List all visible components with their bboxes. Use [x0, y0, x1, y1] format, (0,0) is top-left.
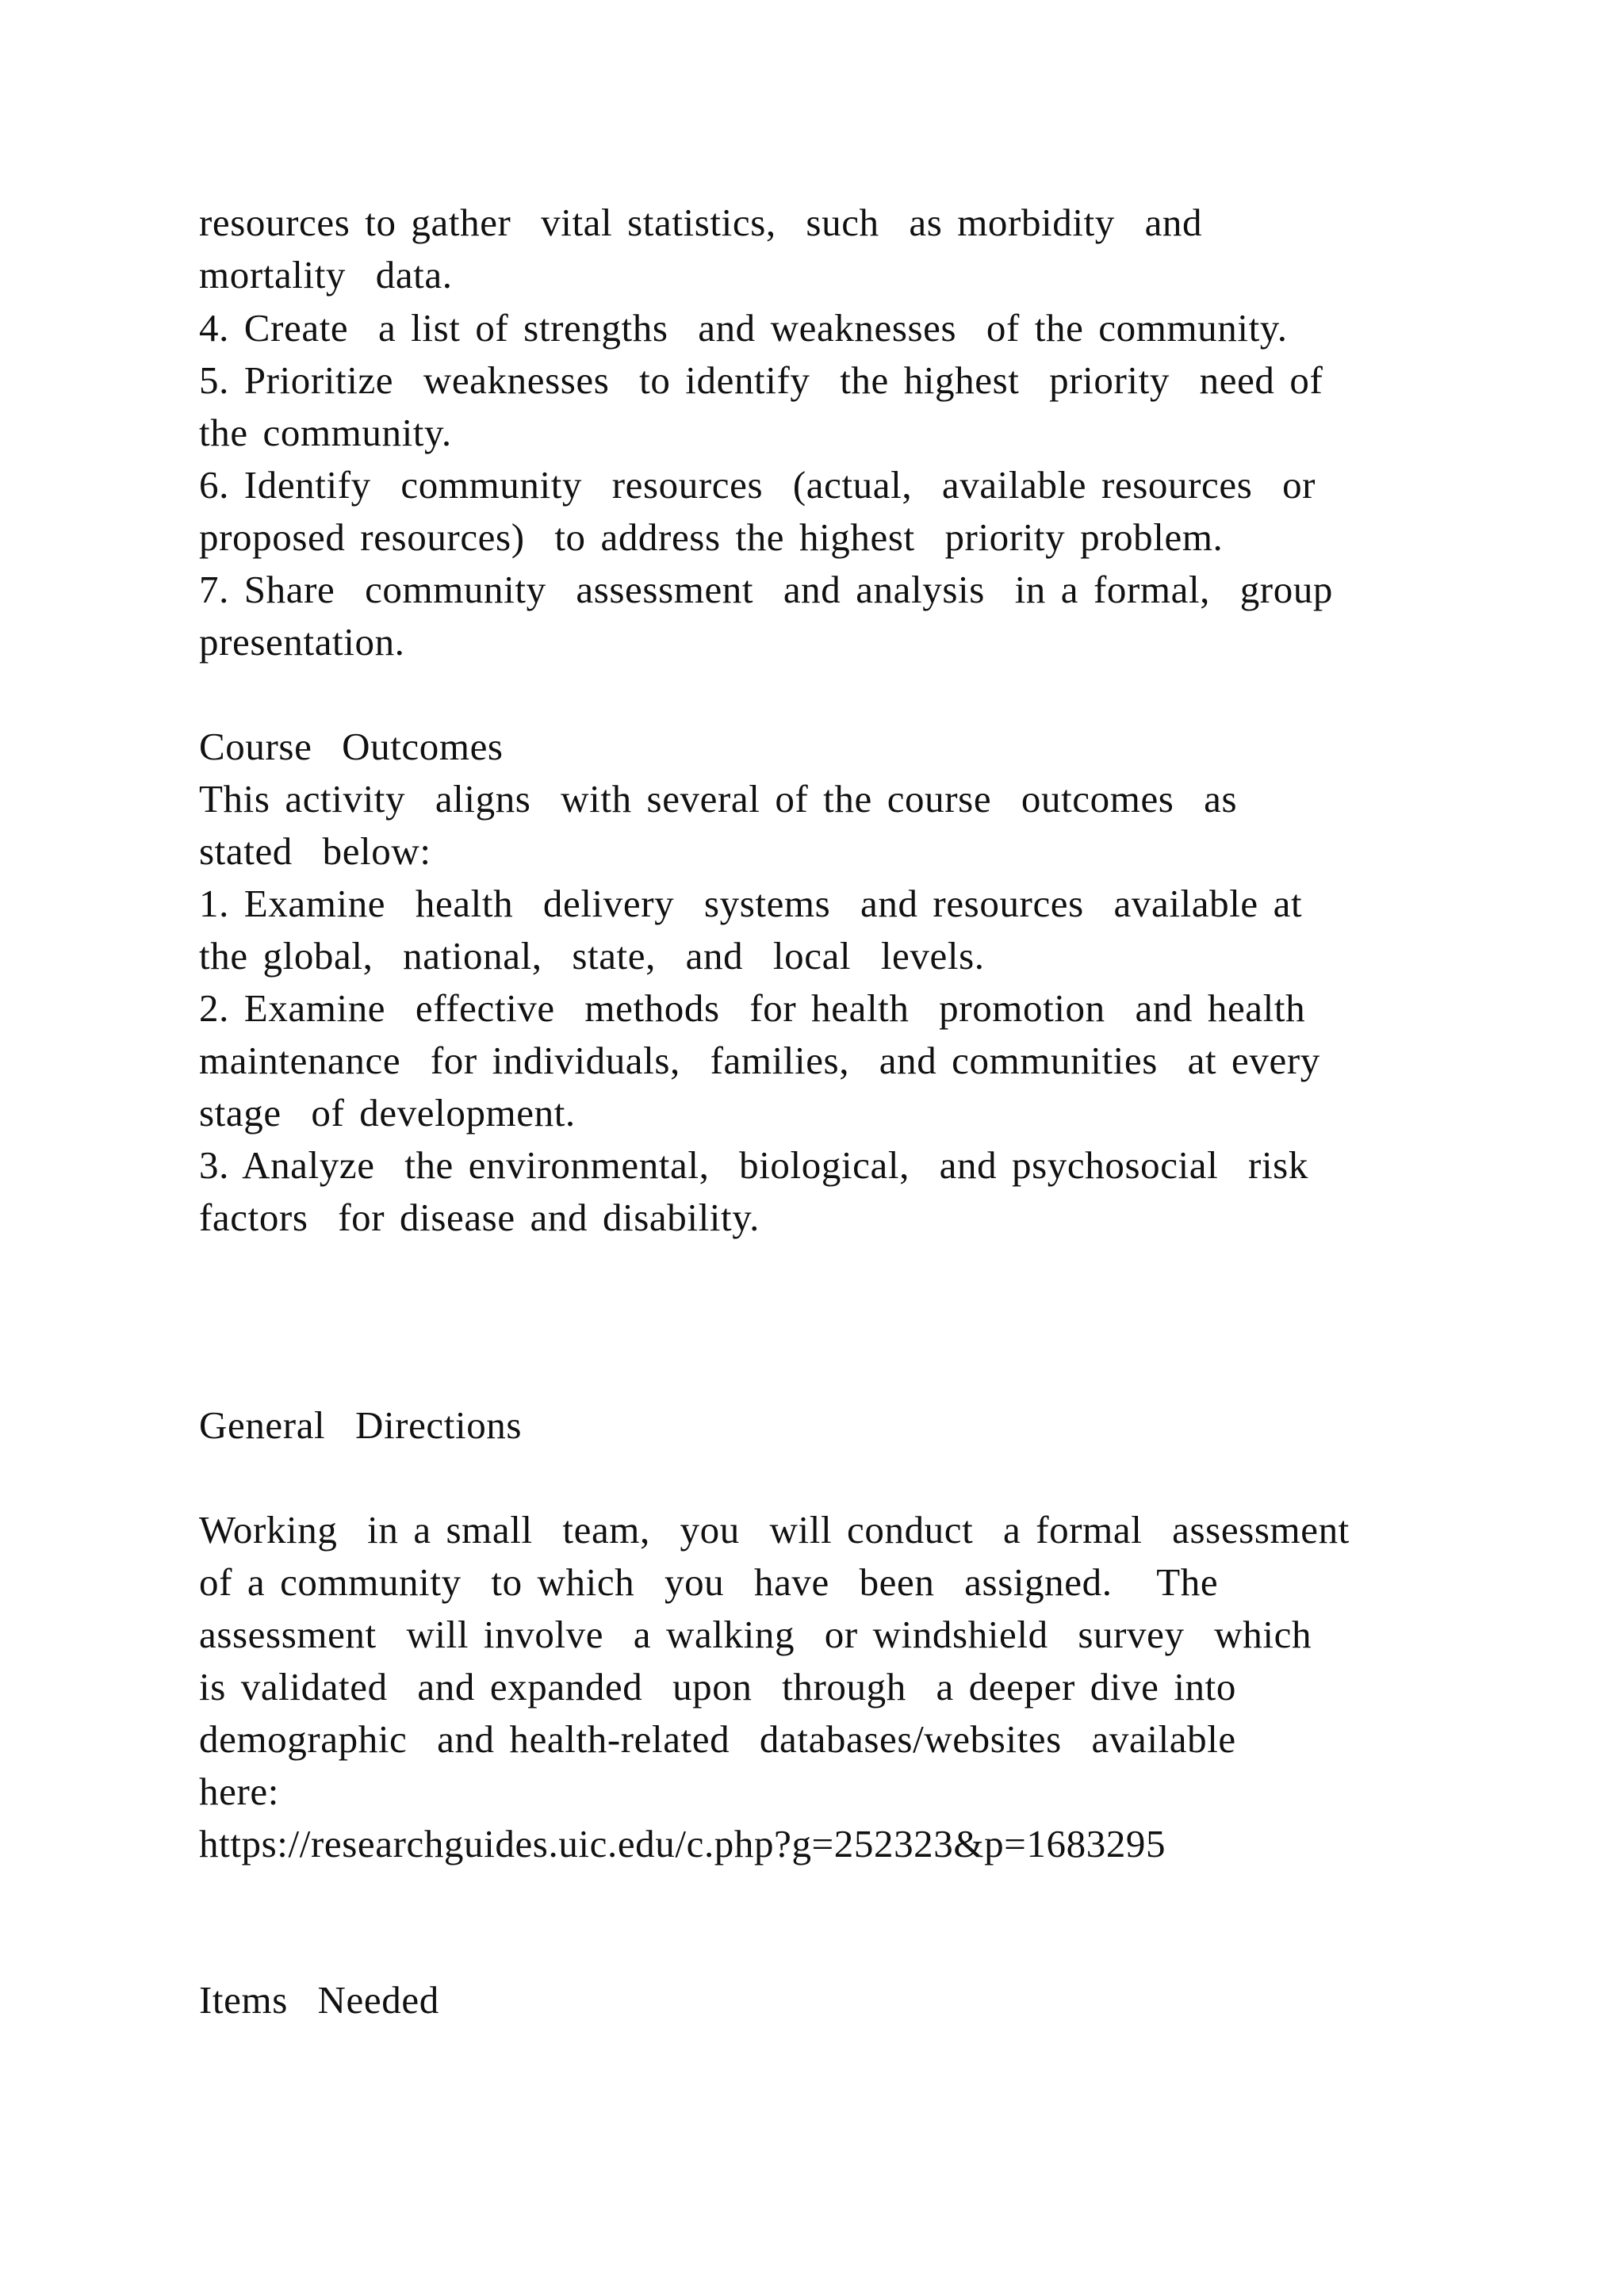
list-item: 3. Analyze the environmental, biological, and psychosocial risk [199, 1143, 1308, 1187]
list-item: the global, national, state, and local levels. [199, 934, 985, 978]
list-item: 6. Identify community resources (actual, available resources or [199, 463, 1316, 507]
section-heading-course-outcomes: Course Outcomes [199, 725, 504, 768]
list-item: stage of development. [199, 1091, 576, 1135]
paragraph-line: This activity aligns with several of the course outcomes as [199, 777, 1238, 821]
paragraph-line: mortality data. [199, 253, 453, 297]
research-guide-url: https://researchguides.uic.edu/c.php?g=252323&p=1683295 [199, 1822, 1166, 1866]
section-heading-items-needed: Items Needed [199, 1978, 439, 2022]
list-item: 1. Examine health delivery systems and resources available at [199, 882, 1303, 925]
list-item: maintenance for individuals, families, and communities at every [199, 1039, 1320, 1082]
paragraph-line: assessment will involve a walking or windshield survey which [199, 1613, 1312, 1656]
list-item: 4. Create a list of strengths and weaknesses of the community. [199, 306, 1288, 350]
list-item: factors for disease and disability. [199, 1196, 760, 1239]
paragraph-line: is validated and expanded upon through a deeper dive into [199, 1665, 1236, 1709]
section-heading-general-directions: General Directions [199, 1403, 523, 1447]
paragraph-line: here: [199, 1770, 279, 1813]
paragraph-line: resources to gather vital statistics, such as morbidity and [199, 201, 1203, 244]
paragraph-line: Working in a small team, you will conduct a formal assessment [199, 1508, 1350, 1552]
list-item: presentation. [199, 620, 405, 664]
list-item: the community. [199, 411, 452, 454]
list-item: 2. Examine effective methods for health promotion and health [199, 986, 1306, 1030]
paragraph-line: of a community to which you have been assigned. The [199, 1560, 1219, 1604]
paragraph-line: stated below: [199, 829, 431, 873]
list-item: 5. Prioritize weaknesses to identify the highest priority need of [199, 358, 1323, 402]
list-item: 7. Share community assessment and analysis in a formal, group [199, 568, 1334, 611]
list-item: proposed resources) to address the highest priority problem. [199, 515, 1224, 559]
paragraph-line: demographic and health-related databases/websites available [199, 1717, 1236, 1761]
